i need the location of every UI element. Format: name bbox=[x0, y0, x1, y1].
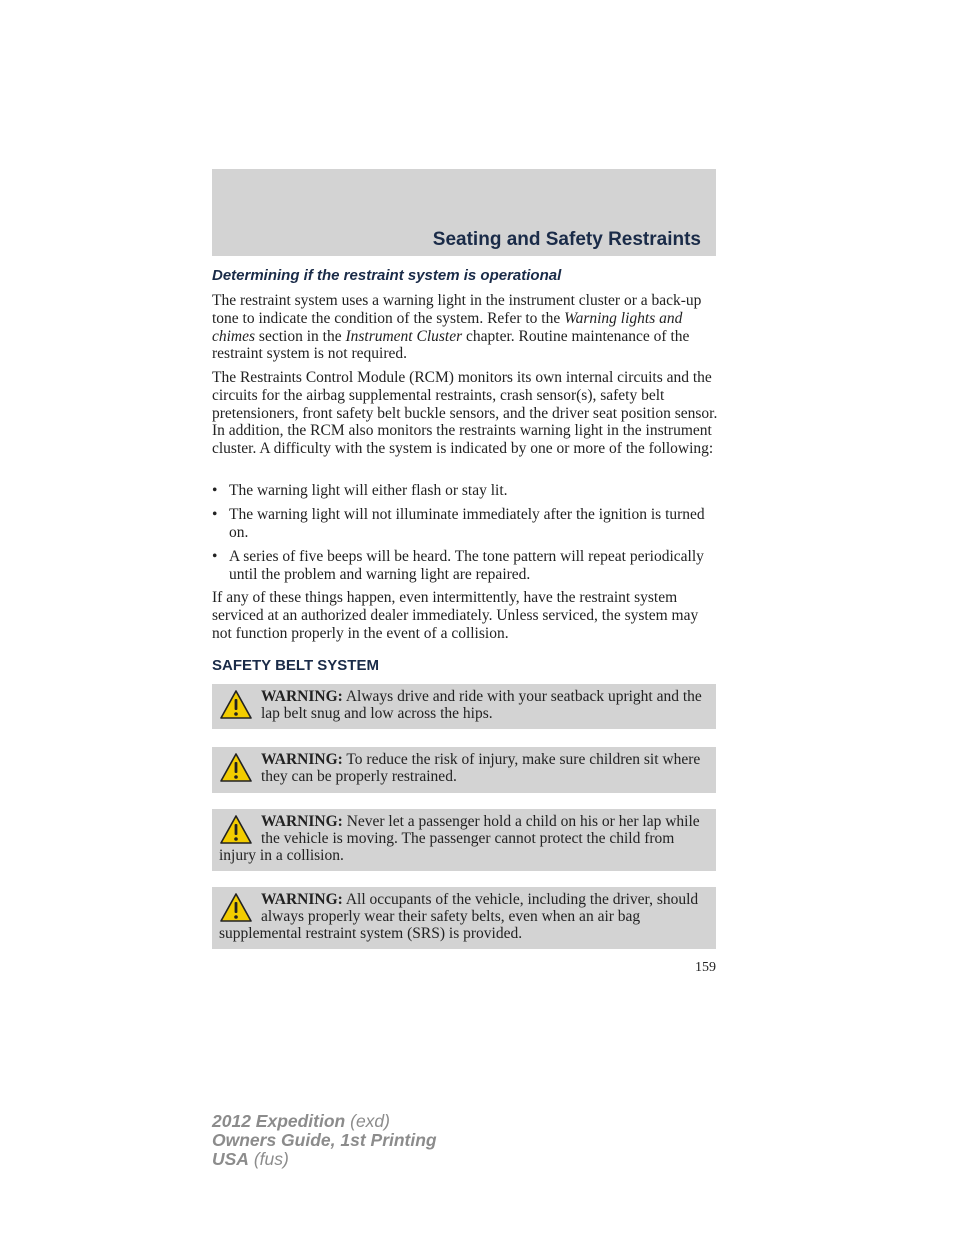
paragraph-text: The restraint system uses a warning light in the instrument cluster or a back-up tone to indicate the condition of the system. Refer to the bbox=[212, 292, 702, 327]
warning-box bbox=[212, 809, 716, 871]
reference-warning-lights: Warning lights and chimes bbox=[212, 309, 683, 345]
warning-label: WARNING: bbox=[261, 813, 343, 830]
warning-label: WARNING: bbox=[261, 751, 343, 768]
warning-triangle-icon bbox=[219, 813, 253, 847]
reference-instrument-cluster: Instrument Cluster bbox=[345, 327, 463, 345]
warning-triangle-icon bbox=[219, 688, 253, 722]
footer-model: 2012 Expedition bbox=[212, 1111, 346, 1131]
warning-text: Never let a passenger hold a child on his or her lap while the vehicle is moving. The passenger cannot protect the child from injury in a collision. bbox=[219, 813, 700, 864]
warning-box bbox=[212, 887, 716, 949]
warning-triangle-icon bbox=[219, 751, 253, 785]
warning-box bbox=[212, 684, 716, 729]
paragraph-text: chapter. Routine maintenance of the restraint system is not required. bbox=[212, 327, 690, 363]
list-item-text: A series of five beeps will be heard. The tone pattern will repeat periodically until the problem and warning light are repaired. bbox=[229, 548, 704, 583]
list-item bbox=[212, 506, 718, 542]
list-item-text: The warning light will either flash or stay lit. bbox=[229, 482, 508, 499]
footer-guide: Owners Guide, 1st Printing bbox=[212, 1130, 437, 1150]
warning-triangle-icon bbox=[219, 891, 253, 925]
section-heading-safety-belt: SAFETY BELT SYSTEM bbox=[212, 657, 379, 674]
page-number: 159 bbox=[695, 960, 716, 975]
paragraph-rcm: The Restraints Control Module (RCM) monitors its own internal circuits and the circuits for the airbag supplemental restraints, crash sensor(s), safety belt pretensioners, front safety belt buckle sensors, and the driver seat position sensor. In addition, the RCM also monitors the restraints warning light in the instrument cluster. A difficulty with the system is indicated by one or more of the following: bbox=[212, 369, 718, 458]
footer-model-code: (exd) bbox=[345, 1111, 390, 1131]
document-footer bbox=[212, 1112, 437, 1169]
bullet-icon: • bbox=[212, 482, 218, 499]
warning-label: WARNING: bbox=[261, 688, 343, 705]
list-item bbox=[212, 548, 718, 584]
footer-market-code: (fus) bbox=[248, 1149, 289, 1169]
section-heading-restraint-operational: Determining if the restraint system is operational bbox=[212, 267, 562, 284]
warning-text: Always drive and ride with your seatback upright and the lap belt snug and low across the hips. bbox=[261, 688, 702, 722]
warning-box bbox=[212, 747, 716, 793]
paragraph-text: section in the bbox=[255, 327, 346, 345]
warning-text: To reduce the risk of injury, make sure children sit where they can be properly restrained. bbox=[261, 751, 701, 785]
chapter-header-band bbox=[212, 169, 716, 256]
chapter-title: Seating and Safety Restraints bbox=[432, 229, 701, 250]
warning-text: All occupants of the vehicle, including the driver, should always properly wear their safety belts, even when an air bag supplemental restraint system (SRS) is provided. bbox=[219, 891, 699, 942]
footer-line-guide bbox=[212, 1131, 437, 1150]
list-item bbox=[212, 482, 718, 500]
paragraph-service-advice: If any of these things happen, even intermittently, have the restraint system serviced at an authorized dealer immediately. Unless serviced, the system may not function properly in the event of a collision. bbox=[212, 589, 699, 642]
list-item-text: The warning light will not illuminate immediately after the ignition is turned on. bbox=[229, 506, 705, 541]
paragraph-restraint-warning-light bbox=[212, 292, 718, 363]
bullet-icon: • bbox=[212, 506, 218, 523]
warning-label: WARNING: bbox=[261, 891, 343, 908]
footer-line-model bbox=[212, 1112, 437, 1131]
bullet-icon: • bbox=[212, 548, 218, 565]
footer-line-market bbox=[212, 1150, 437, 1169]
footer-market: USA bbox=[212, 1149, 249, 1169]
